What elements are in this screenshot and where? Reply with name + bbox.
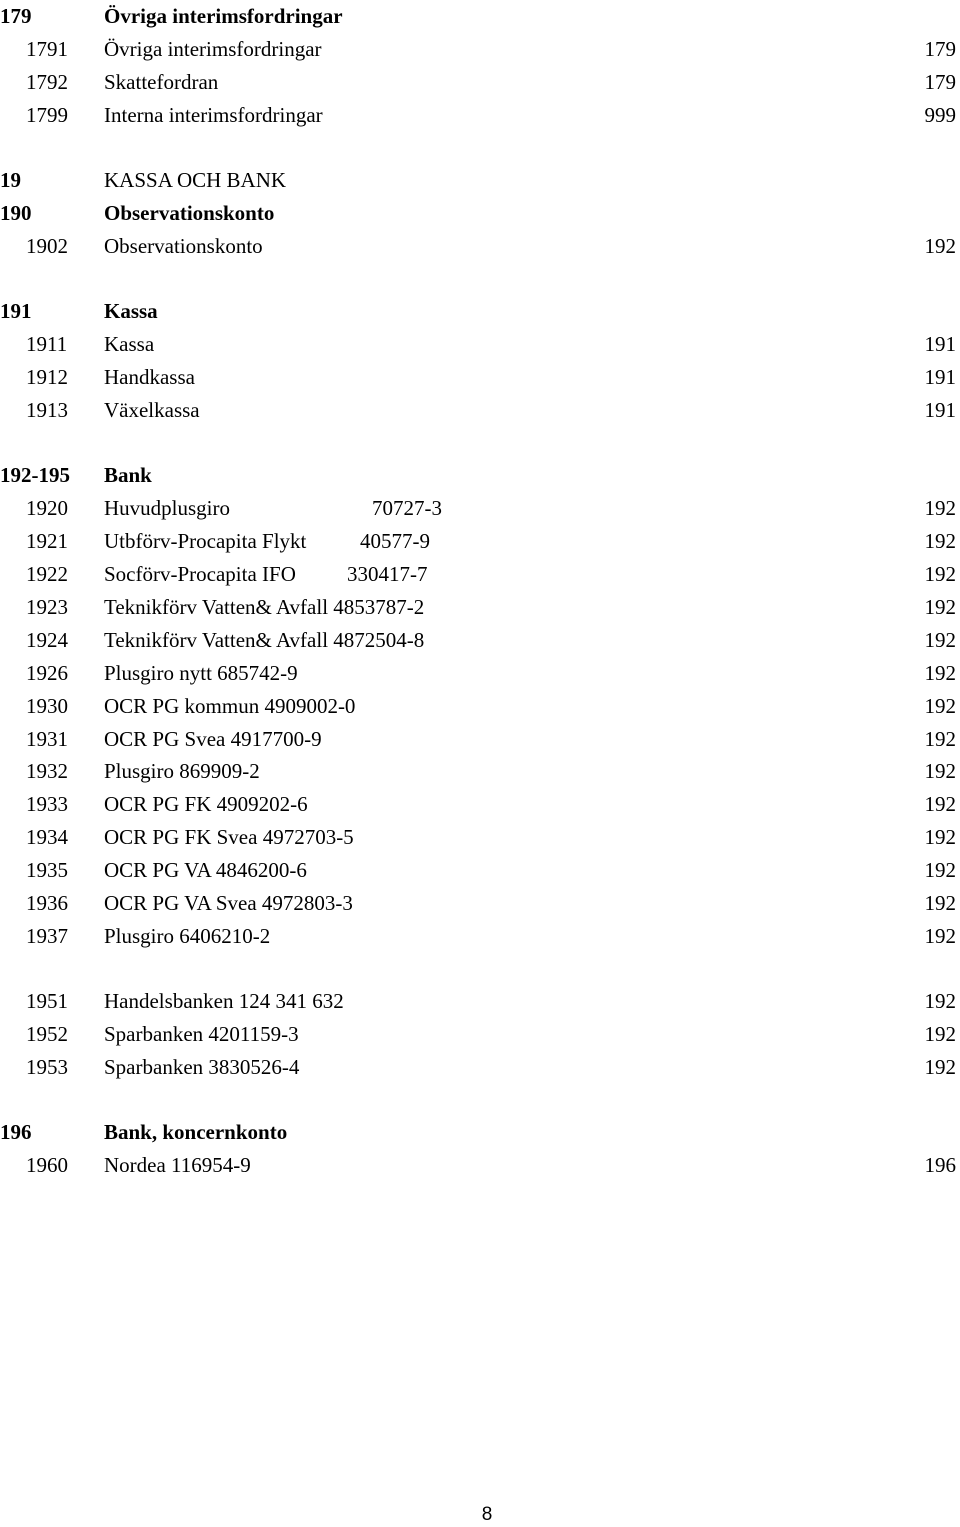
account-heading-row xyxy=(0,1116,960,1148)
account-row xyxy=(0,558,960,590)
account-name: Interna interimsfordringar xyxy=(104,103,323,127)
account-row xyxy=(0,591,960,623)
account-code: 1936 xyxy=(26,891,68,915)
account-code: 192-195 xyxy=(0,463,70,487)
account-name: Skattefordran xyxy=(104,70,219,94)
account-row xyxy=(0,99,960,131)
account-name: Plusgiro nytt 685742-9 xyxy=(104,661,298,685)
account-name: Teknikförv Vatten& Avfall 4872504-8 xyxy=(104,628,425,652)
account-row xyxy=(0,920,960,952)
account-code: 1913 xyxy=(26,398,68,422)
account-heading-row xyxy=(0,459,960,491)
account-code: 1937 xyxy=(26,924,68,948)
account-code: 1921 xyxy=(26,529,68,553)
account-code: 1951 xyxy=(26,989,68,1013)
account-reference: 191 xyxy=(924,332,956,356)
account-name: Sparbanken 3830526-4 xyxy=(104,1055,300,1079)
account-row xyxy=(0,1051,960,1083)
account-name: Kassa xyxy=(104,299,158,323)
account-row xyxy=(0,394,960,426)
account-reference: 192 xyxy=(924,1022,956,1046)
account-row xyxy=(0,788,960,820)
account-row xyxy=(0,525,960,557)
account-name: OCR PG VA 4846200-6 xyxy=(104,858,307,882)
account-code: 1799 xyxy=(26,103,68,127)
account-name: Socförv-Procapita IFO xyxy=(104,562,296,586)
page-number: 8 xyxy=(481,1504,493,1525)
account-code: 1960 xyxy=(26,1153,68,1177)
account-number: 70727-3 xyxy=(372,496,442,520)
account-heading-row xyxy=(0,0,960,32)
account-code: 1920 xyxy=(26,496,68,520)
account-code: 1902 xyxy=(26,234,68,258)
account-name: OCR PG Svea 4917700-9 xyxy=(104,727,322,751)
account-code: 1791 xyxy=(26,37,68,61)
account-name: Bank, koncernkonto xyxy=(104,1120,288,1144)
account-name: Övriga interimsfordringar xyxy=(104,4,343,28)
account-code: 1953 xyxy=(26,1055,68,1079)
account-reference: 192 xyxy=(924,661,956,685)
account-name: Observationskonto xyxy=(104,234,263,258)
account-code: 196 xyxy=(0,1120,32,1144)
account-row xyxy=(0,492,960,524)
account-code: 1922 xyxy=(26,562,68,586)
account-name: OCR PG FK 4909202-6 xyxy=(104,792,308,816)
account-code: 1911 xyxy=(26,332,68,356)
account-code: 1792 xyxy=(26,70,68,94)
account-code: 1923 xyxy=(26,595,68,619)
account-code: 1932 xyxy=(26,759,68,783)
account-number: 40577-9 xyxy=(360,529,430,553)
account-code: 19 xyxy=(0,168,21,192)
account-name: Observationskonto xyxy=(104,201,275,225)
account-code: 1952 xyxy=(26,1022,68,1046)
account-code: 1926 xyxy=(26,661,68,685)
account-row xyxy=(0,723,960,755)
account-row xyxy=(0,230,960,262)
account-name: Plusgiro 6406210-2 xyxy=(104,924,271,948)
account-row xyxy=(0,657,960,689)
account-name: Sparbanken 4201159-3 xyxy=(104,1022,299,1046)
account-name: Plusgiro 869909-2 xyxy=(104,759,260,783)
account-row xyxy=(0,854,960,886)
account-reference: 192 xyxy=(924,1055,956,1079)
account-reference: 192 xyxy=(924,529,956,553)
account-heading-row xyxy=(0,197,960,229)
account-reference: 192 xyxy=(924,759,956,783)
account-reference: 191 xyxy=(924,365,956,389)
account-name: KASSA OCH BANK xyxy=(104,168,287,192)
account-code: 1930 xyxy=(26,694,68,718)
account-name: Teknikförv Vatten& Avfall 4853787-2 xyxy=(104,595,425,619)
account-row xyxy=(0,690,960,722)
account-code: 179 xyxy=(0,4,32,28)
account-number: 330417-7 xyxy=(347,562,428,586)
account-reference: 192 xyxy=(924,727,956,751)
account-code: 1933 xyxy=(26,792,68,816)
account-reference: 192 xyxy=(924,496,956,520)
account-name: OCR PG VA Svea 4972803-3 xyxy=(104,891,353,915)
account-reference: 192 xyxy=(924,924,956,948)
account-reference: 192 xyxy=(924,562,956,586)
account-row xyxy=(0,1149,960,1181)
account-code: 1935 xyxy=(26,858,68,882)
account-reference: 192 xyxy=(924,595,956,619)
account-row xyxy=(0,66,960,98)
account-row xyxy=(0,887,960,919)
account-heading-row xyxy=(0,164,960,196)
account-reference: 192 xyxy=(924,234,956,258)
account-row xyxy=(0,985,960,1017)
account-reference: 192 xyxy=(924,792,956,816)
account-name: Utbförv-Procapita Flykt xyxy=(104,529,307,553)
account-name: OCR PG FK Svea 4972703-5 xyxy=(104,825,354,849)
account-reference: 191 xyxy=(924,398,956,422)
account-row xyxy=(0,328,960,360)
account-name: OCR PG kommun 4909002-0 xyxy=(104,694,356,718)
account-name: Kassa xyxy=(104,332,155,356)
account-reference: 192 xyxy=(924,989,956,1013)
account-heading-row xyxy=(0,295,960,327)
account-reference: 192 xyxy=(924,858,956,882)
account-reference: 192 xyxy=(924,694,956,718)
account-code: 191 xyxy=(0,299,32,323)
account-row xyxy=(0,1018,960,1050)
account-row xyxy=(0,624,960,656)
account-reference: 179 xyxy=(924,70,956,94)
account-name: Växelkassa xyxy=(104,398,200,422)
account-reference: 192 xyxy=(924,825,956,849)
account-reference: 179 xyxy=(924,37,956,61)
account-reference: 192 xyxy=(924,628,956,652)
account-name: Handkassa xyxy=(104,365,195,389)
account-reference: 192 xyxy=(924,891,956,915)
account-name: Bank xyxy=(104,463,152,487)
account-name: Huvudplusgiro xyxy=(104,496,230,520)
account-code: 1931 xyxy=(26,727,68,751)
account-code: 1912 xyxy=(26,365,68,389)
account-reference: 196 xyxy=(924,1153,956,1177)
account-row xyxy=(0,755,960,787)
account-name: Handelsbanken 124 341 632 xyxy=(104,989,344,1013)
account-code: 1924 xyxy=(26,628,68,652)
account-name: Övriga interimsfordringar xyxy=(104,37,322,61)
account-code: 190 xyxy=(0,201,32,225)
account-name: Nordea 116954-9 xyxy=(104,1153,251,1177)
account-reference: 999 xyxy=(924,103,956,127)
account-row xyxy=(0,361,960,393)
account-code: 1934 xyxy=(26,825,68,849)
account-row xyxy=(0,821,960,853)
account-row xyxy=(0,33,960,65)
